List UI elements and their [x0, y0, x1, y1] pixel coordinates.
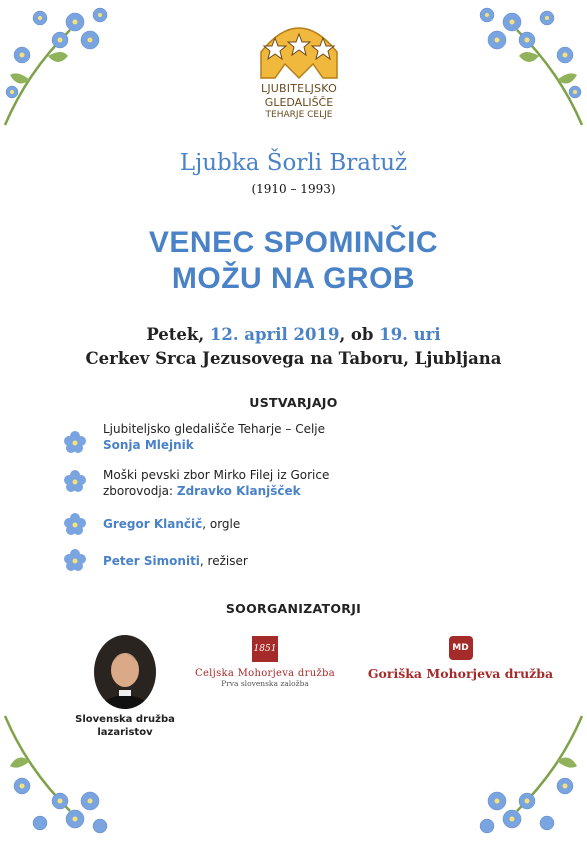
coorganizers-heading: SOORGANIZATORJI	[225, 601, 362, 616]
org1-line-2: lazaristov	[97, 727, 153, 738]
org2-name: Celjska Mohorjeva družba	[195, 668, 335, 679]
event-date: 12. april 2019	[209, 325, 340, 344]
flower-bullet-icon	[63, 469, 87, 493]
forget-me-not-corner-top-left	[0, 0, 115, 130]
credit-item-2	[103, 467, 329, 499]
event-day: Petek,	[146, 325, 205, 344]
org-goriska-mohorjeva	[363, 636, 558, 681]
event-sep: , ob	[339, 325, 374, 344]
lazarist-portrait-image	[93, 634, 157, 710]
goriska-logo-mark: MD	[449, 636, 473, 660]
credit-2-name: Zdravko Klanjšček	[176, 484, 301, 498]
credit-item-3	[103, 516, 240, 532]
org1-line-1: Slovenska družba	[75, 714, 175, 725]
theatre-logo	[253, 12, 345, 124]
title-line-1: VENEC SPOMINČIC	[148, 226, 439, 259]
event-date-line	[0, 325, 587, 344]
author-name: Ljubka Šorli Bratuž	[179, 150, 408, 176]
logo-emblem-icon	[253, 12, 345, 82]
credit-1-name: Sonja Mlejnik	[103, 438, 194, 452]
logo-line-3: TEHARJE CELJE	[265, 110, 333, 120]
venue-bold: Cerkev	[85, 349, 150, 368]
event-time: 19. uri	[379, 325, 441, 344]
forget-me-not-corner-top-right	[472, 0, 587, 130]
forget-me-not-corner-bottom-right	[472, 711, 587, 841]
credit-2-line: Moški pevski zbor Mirko Filej iz Gorice	[103, 468, 330, 482]
logo-line-2: GLEDALIŠČE	[264, 96, 334, 109]
flower-bullet-icon	[63, 512, 87, 536]
org3-name: Goriška Mohorjeva družba	[367, 666, 554, 681]
venue-rest: Srca Jezusovega na Taboru, Ljubljana	[155, 349, 502, 368]
event-venue-line	[0, 349, 587, 368]
logo-line-1: LJUBITELJSKO	[261, 82, 337, 95]
title-line-2: MOŽU NA GROB	[171, 262, 416, 295]
credit-4-suffix: , režiser	[199, 554, 248, 568]
org-celjska-mohorjeva	[190, 636, 340, 688]
author-years: (1910 – 1993)	[251, 182, 336, 196]
flower-bullet-icon	[63, 548, 87, 572]
credit-1-line: Ljubiteljsko gledališče Teharje – Celje	[103, 422, 326, 436]
credit-3-suffix: , orgle	[202, 517, 241, 531]
creators-heading: USTVARJAJO	[249, 395, 338, 410]
credit-4-name: Peter Simoniti	[103, 554, 200, 568]
org-lazarists	[70, 713, 180, 739]
credit-3-name: Gregor Klančič	[103, 517, 203, 531]
credit-2-prefix: zborovodja:	[103, 484, 177, 498]
credit-item-4	[103, 553, 248, 569]
celjska-logo-mark: 1851	[252, 636, 278, 662]
flower-bullet-icon	[63, 430, 87, 454]
credit-item-1	[103, 421, 325, 453]
org2-sub: Prva slovenska založba	[221, 679, 309, 688]
